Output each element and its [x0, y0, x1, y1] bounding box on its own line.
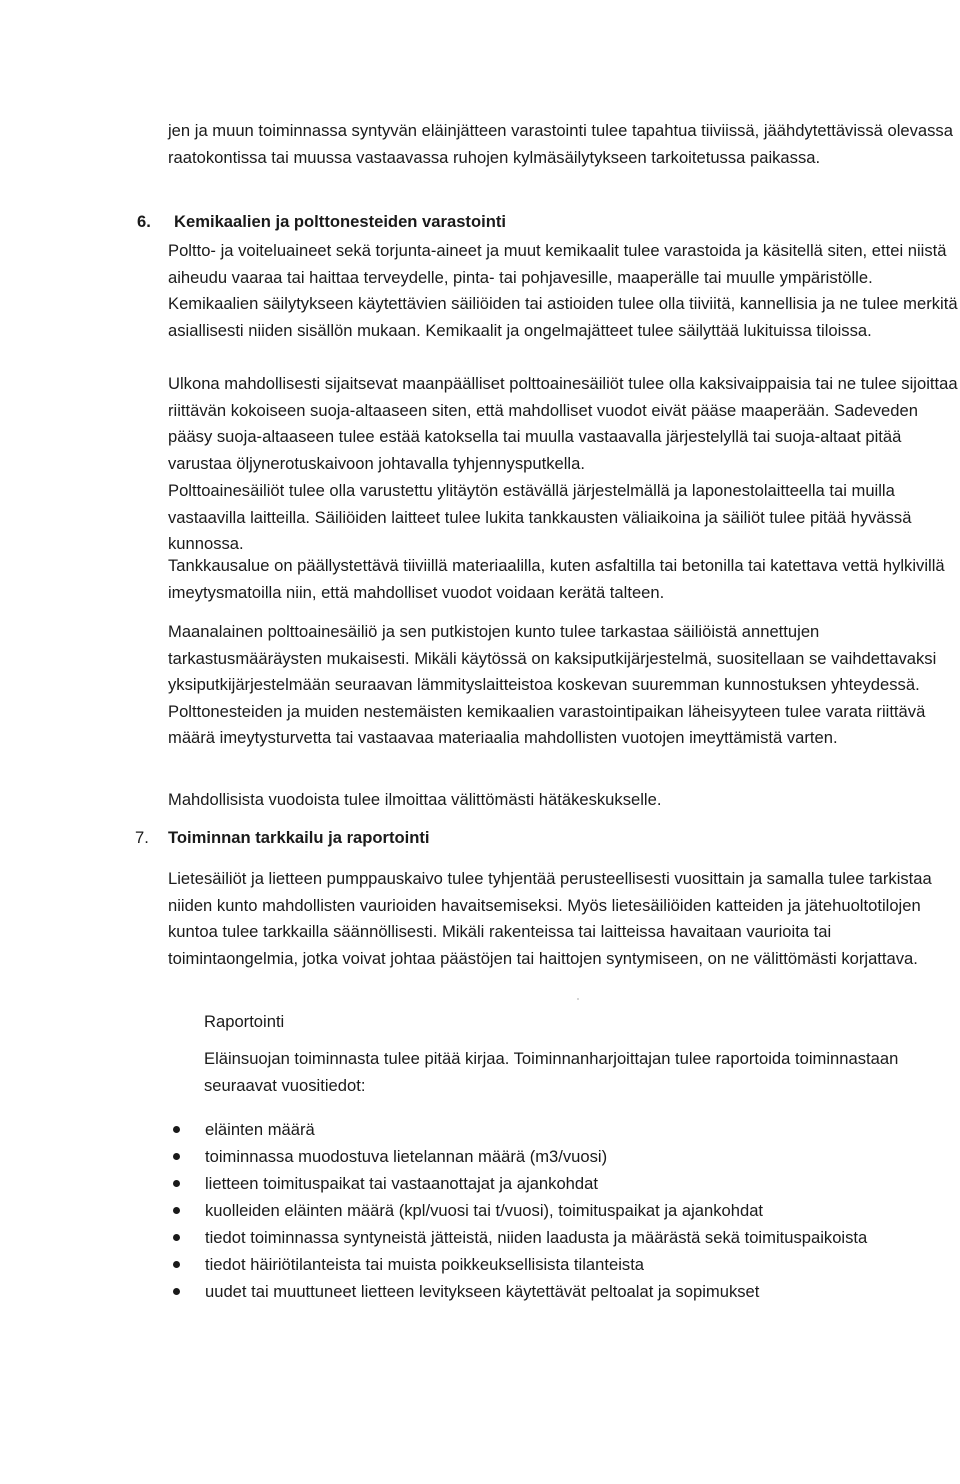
section-7-paragraph-1: Lietesäiliöt ja lietteen pumppauskaivo tulee tyhjentää perusteellisesti vuosittain ja samalla tulee tarkistaa niiden kunto mahdollisten vaurioiden havaitsemiseksi. Myös lietesäiliöiden katteiden ja jätehuoltotilojen kuntoa tulee tarkkailla säännöllisesti. Mikäli rakenteissa tai laitteissa havaitaan vaurioita tai toimintaongelmia, jotka voivat johtaa päästöjen tai haittojen syntymiseen, on ne välittömästi korjattava. — [168, 869, 932, 968]
section-6-number: 6. — [137, 212, 151, 231]
section-7-title: Toiminnan tarkkailu ja raportointi — [168, 828, 430, 847]
reporting-subheading: Raportointi — [204, 1012, 285, 1031]
bullet-icon — [173, 1234, 180, 1241]
section-7-number: 7. — [135, 828, 149, 847]
section-6-paragraph-4: Tankkausalue on päällystettävä tiiviillä materiaalilla, kuten asfaltilla tai betonilla tai katettava vettä hylkivillä imeytysmatoilla niin, että mahdolliset vuodot voidaan kerätä talteen. — [168, 556, 945, 602]
scan-speck — [577, 998, 579, 1000]
list-item: tiedot häiriötilanteista tai muista poikkeuksellisista tilanteista — [168, 1251, 958, 1278]
intro-paragraph: jen ja muun toiminnassa syntyvän eläinjätteen varastointi tulee tapahtua tiiviissä, jäähdytettävissä olevassa raatokontissa tai muussa vastaavassa ruhojen kylmäsäilytykseen tarkoitetussa paikassa. — [168, 121, 953, 167]
section-6-paragraph-6: Mahdollisista vuodoista tulee ilmoittaa välittömästi hätäkeskukselle. — [168, 790, 662, 809]
bullet-icon — [173, 1153, 180, 1160]
list-item: lietteen toimituspaikat tai vastaanottajat ja ajankohdat — [168, 1170, 958, 1197]
list-item: tiedot toiminnassa syntyneistä jätteistä, niiden laadusta ja määrästä sekä toimituspaikoista — [168, 1224, 958, 1251]
list-item: kuolleiden eläinten määrä (kpl/vuosi tai t/vuosi), toimituspaikat ja ajankohdat — [168, 1197, 958, 1224]
bullet-icon — [173, 1126, 180, 1133]
list-item: uudet tai muuttuneet lietteen levitykseen käytettävät peltoalat ja sopimukset — [168, 1278, 958, 1305]
bullet-icon — [173, 1288, 180, 1295]
section-6-paragraph-3: Polttoainesäiliöt tulee olla varustettu ylitäytön estävällä järjestelmällä ja laponestolaitteella tai muilla vastaavilla laitteilla. Säiliöiden laitteet tulee lukita tankkausten väliaikoina ja säiliöt tulee pitää hyvässä kunnossa. — [168, 481, 912, 553]
list-item: eläinten määrä — [168, 1116, 958, 1143]
section-6-paragraph-1: Poltto- ja voiteluaineet sekä torjunta-aineet ja muut kemikaalit tulee varastoida ja käsitellä siten, ettei niistä aiheudu vaaraa tai haittaa terveydelle, pinta- tai pohjavesille, maaperälle tai muulle ympäristölle. Kemikaalien säilytykseen käytettävien säiliöiden tai astioiden tulee olla tiiviitä, kannellisia ja ne tulee merkitä asiallisesti niiden sisällön mukaan. Kemikaalit ja ongelmajätteet tulee säilyttää lukituissa tiloissa. — [168, 241, 958, 340]
section-6-title: Kemikaalien ja polttonesteiden varastointi — [174, 212, 506, 231]
bullet-icon — [173, 1207, 180, 1214]
list-item: toiminnassa muodostuva lietelannan määrä (m3/vuosi) — [168, 1143, 958, 1170]
section-6-paragraph-2: Ulkona mahdollisesti sijaitsevat maanpäälliset polttoainesäiliöt tulee olla kaksivaippaisia tai ne tulee sijoittaa riittävän kokoiseen suoja-altaaseen siten, että mahdolliset vuodot eivät pääse maaperään. Sadeveden pääsy suoja-altaaseen tulee estää katoksella tai muulla vastaavalla järjestelyllä tai suoja-altaat pitää varustaa öljynerotuskaivoon johtavalla tyhjennysputkella. — [168, 374, 958, 473]
section-6-paragraph-5: Maanalainen polttoainesäiliö ja sen putkistojen kunto tulee tarkastaa säiliöistä annettujen tarkastusmääräysten mukaisesti. Mikäli käytössä on kaksiputkijärjestelmä, suositellaan se vaihdettavaksi yksiputkijärjestelmään seuraavan lämmityslaitteistoa koskevan suuremman kunnostuksen yhteydessä. Polttonesteiden ja muiden nestemäisten kemikaalien varastointipaikan läheisyyteen tulee varata riittävä määrä imeytysturvetta tai vastaavaa materiaalia mahdollisten vuotojen imeyttämistä varten. — [168, 622, 937, 747]
reporting-bullet-list — [168, 1116, 958, 1305]
reporting-intro: Eläinsuojan toiminnasta tulee pitää kirjaa. Toiminnanharjoittajan tulee raportoida toiminnastaan seuraavat vuositiedot: — [204, 1049, 899, 1095]
bullet-icon — [173, 1180, 180, 1187]
bullet-icon — [173, 1261, 180, 1268]
